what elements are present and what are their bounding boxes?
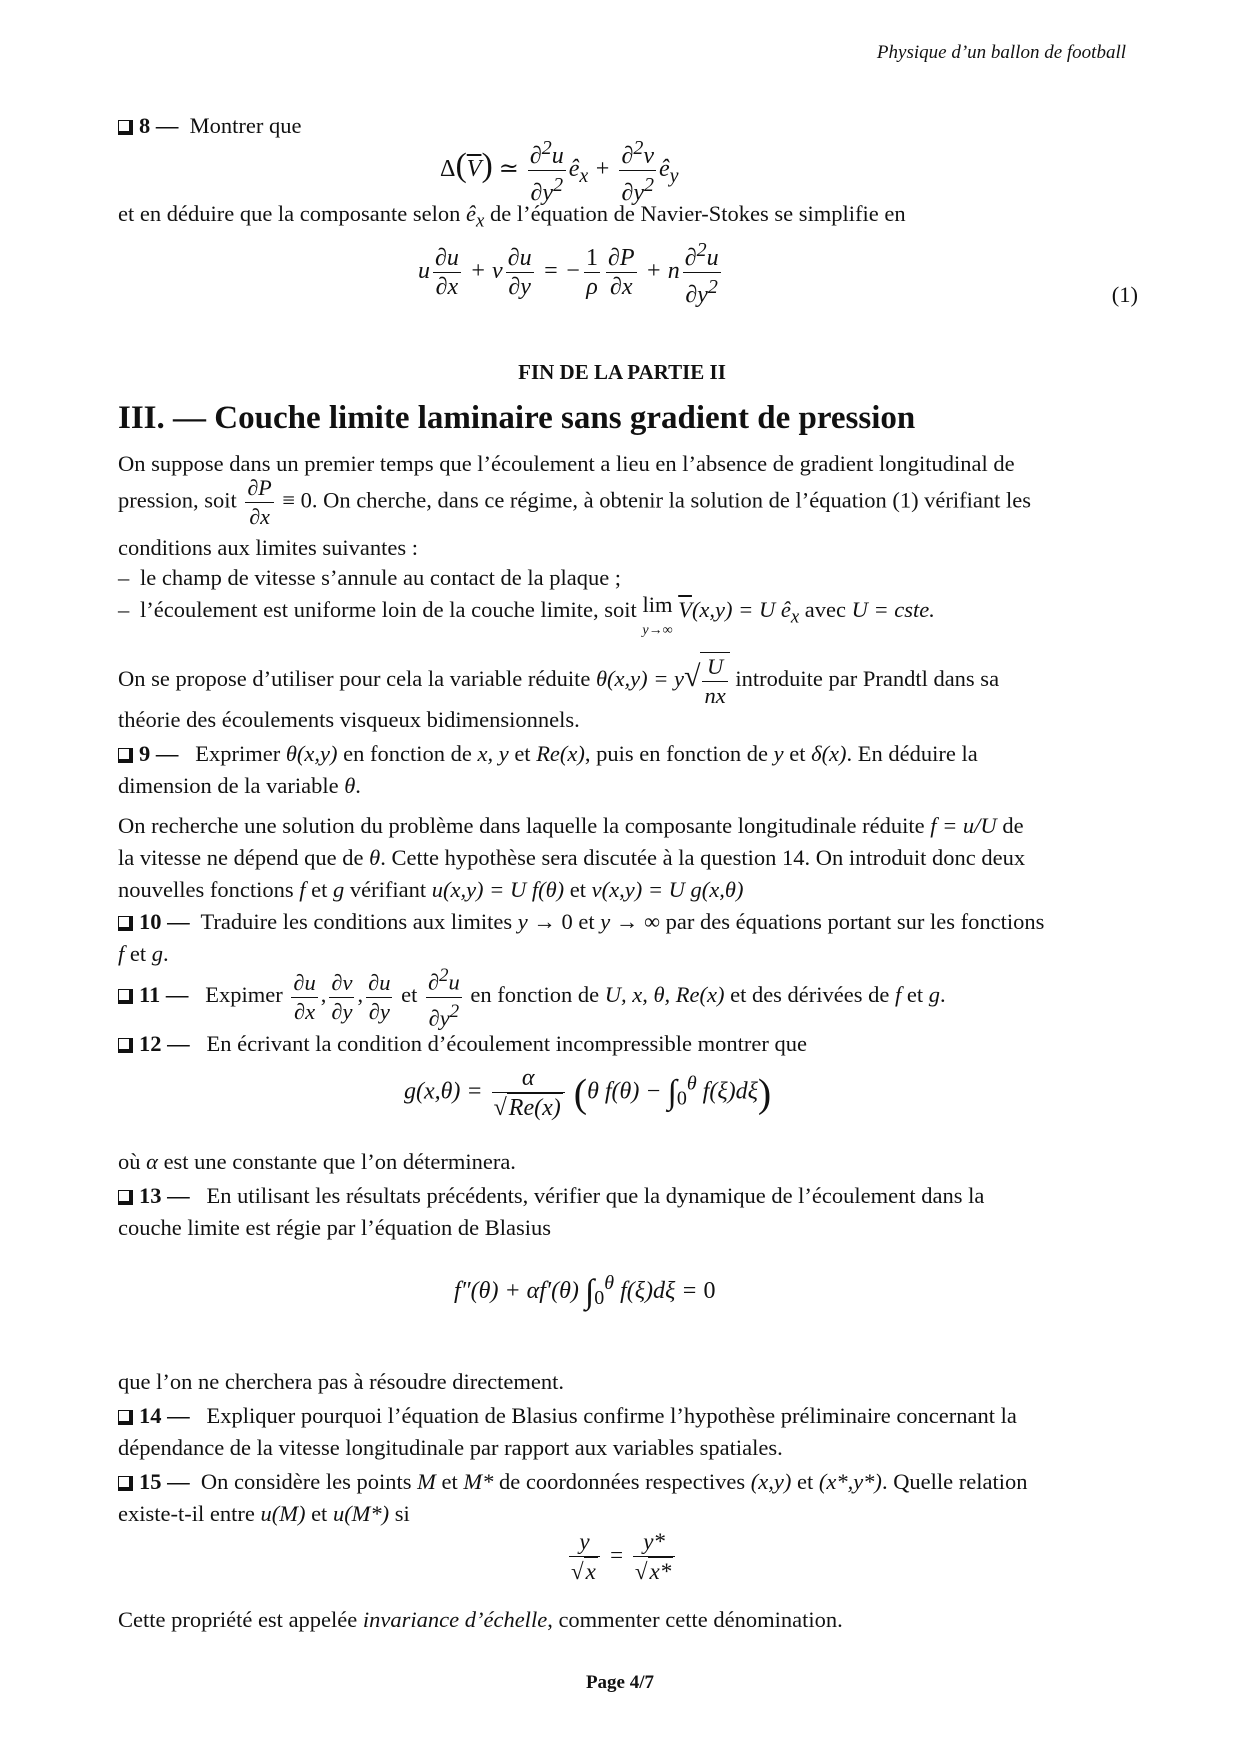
q10-line-2: f et g. [118,941,169,966]
running-header: Physique d’un ballon de football [876,42,1126,63]
bullet-1: – le champ de vitesse s’annule au contact de la plaque ; [118,565,622,590]
q14-line-2: dépendance de la vitesse longitudinale par rapport aux variables spatiales. [118,1435,783,1460]
q9-line-1: 9 — Exprimer θ(x,y) en fonction de x, y et Re(x), puis en fonction de y et δ(x). En déduire la [118,738,1126,770]
checkbox-icon [118,916,133,931]
q15-line-3: Cette propriété est appelée invariance d’échelle, commenter cette dénomination. [118,1607,843,1632]
q13-line-1: 13 — En utilisant les résultats précédents, vérifier que la dynamique de l’écoulement dans la [118,1180,1126,1212]
q13-line-2: couche limite est régie par l’équation de Blasius [118,1215,551,1240]
q15-line-1: 15 — On considère les points M et M* de coordonnées respectives (x,y) et (x*,y*). Quelle relation [118,1466,1126,1498]
q14-line-1: 14 — Expliquer pourquoi l’équation de Blasius confirme l’hypothèse préliminaire concernant la [118,1400,1126,1432]
para3-line-3: nouvelles fonctions f et g vérifiant u(x,y) = U f(θ) et v(x,y) = U g(x,θ) [118,877,744,902]
navier-stokes-equation: u $\frac{\partial u}{\partial x}$ + v $\frac{\partial u}{\partial y}$ = − $\frac{1}{\rho}$ $\frac{\partial P}{\partial x}$ + n $\frac{\partial^2u}{\partial y^2}$ [418,236,724,309]
prandtl-line: On se propose d’utiliser pour cela la variable réduite θ(x,y) = y√ $\frac{U}{nx}$ introduite par Prandtl dans sa [118,654,1000,708]
q11-line: 11 — Expimer $\frac{\partial u}{\partial x}$ , $\frac{\partial v}{\partial y}$ , $\frac{\partial u}{\partial y}$ et $\frac{\partial^2u}{\partial y^2}$ en fonction de U, x, θ, Re(x) et des dérivées de f et g. [118,962,946,1032]
intro-line-1: On suppose dans un premier temps que l’écoulement a lieu en l’absence de gradient longitudinal de [118,451,1015,476]
checkbox-icon [118,989,133,1004]
q8-line-1: 8 — Montrer que [118,110,301,142]
checkbox-icon [118,1190,133,1205]
checkbox-icon [118,748,133,763]
q12-line-2: où α est une constante que l’on déterminera. [118,1149,516,1174]
q13-line-3: que l’on ne cherchera pas à résoudre directement. [118,1369,565,1394]
scale-relation: $\frac{y}{√x}$ = $\frac{y*}{√x*}$ [566,1528,678,1586]
checkbox-icon [118,120,133,135]
para3-line-1: On recherche une solution du problème dans laquelle la composante longitudinale réduite f = u/U de [118,813,1024,838]
q8-line-2: et en déduire que la composante selon $ê_x$ de l’équation de Navier-Stokes se simplifie en [118,201,906,232]
section-title: III. — Couche limite laminaire sans gradient de pression [118,400,916,436]
q10-line-1: 10 — Traduire les conditions aux limites y → 0 et y → ∞ par des équations portant sur les fonctions [118,906,1126,938]
q12-line-1: 12 — En écrivant la condition d’écoulement incompressible montrer que [118,1028,807,1060]
bullet-2: – l’écoulement est uniforme loin de la couche limite, soit lim y→∞ $\overline{V}(x,y) = U$ $ê_x$ avec U = cste. [118,592,935,638]
q15-line-2: existe-t-il entre u(M) et u(M*) si [118,1501,410,1526]
intro-line-2: pression, soit $\frac{\partial P}{\partial x}$ ≡ 0. On cherche, dans ce régime, à obtenir la solution de l’équation (1) vérifiant les [118,475,1032,529]
checkbox-icon [118,1038,133,1053]
q9-line-2: dimension de la variable θ. [118,773,361,798]
equation-number: (1) [1111,282,1138,307]
checkbox-icon [118,1476,133,1491]
end-of-part: FIN DE LA PARTIE II [518,360,726,384]
page-number: Page 4/7 [585,1672,655,1693]
intro-line-3: conditions aux limites suivantes : [118,535,418,560]
para3-line-2: la vitesse ne dépend que de θ. Cette hypothèse sera discutée à la question 14. On introduit donc deux [118,845,1026,870]
g-equation: g(x,θ) = $\frac{\alpha}{√Re(x)}$ (θ $f(\theta) - \int_0^\theta$ f(ξ)dξ) [404,1065,772,1121]
prandtl-line-2: théorie des écoulements visqueux bidimensionnels. [118,707,580,732]
laplacian-equation: $\Delta(\overline{V})$ ≃ $\frac{\partial^2u}{\partial y^2}$ $ê_x$ + $\frac{\partial^2v}{\partial y^2}$ $ê_y$ [440,134,679,207]
checkbox-icon [118,1410,133,1425]
blasius-equation: f″(θ) + αf′(θ) $\int_0^\theta$ f(ξ)dξ = 0 [454,1272,716,1311]
